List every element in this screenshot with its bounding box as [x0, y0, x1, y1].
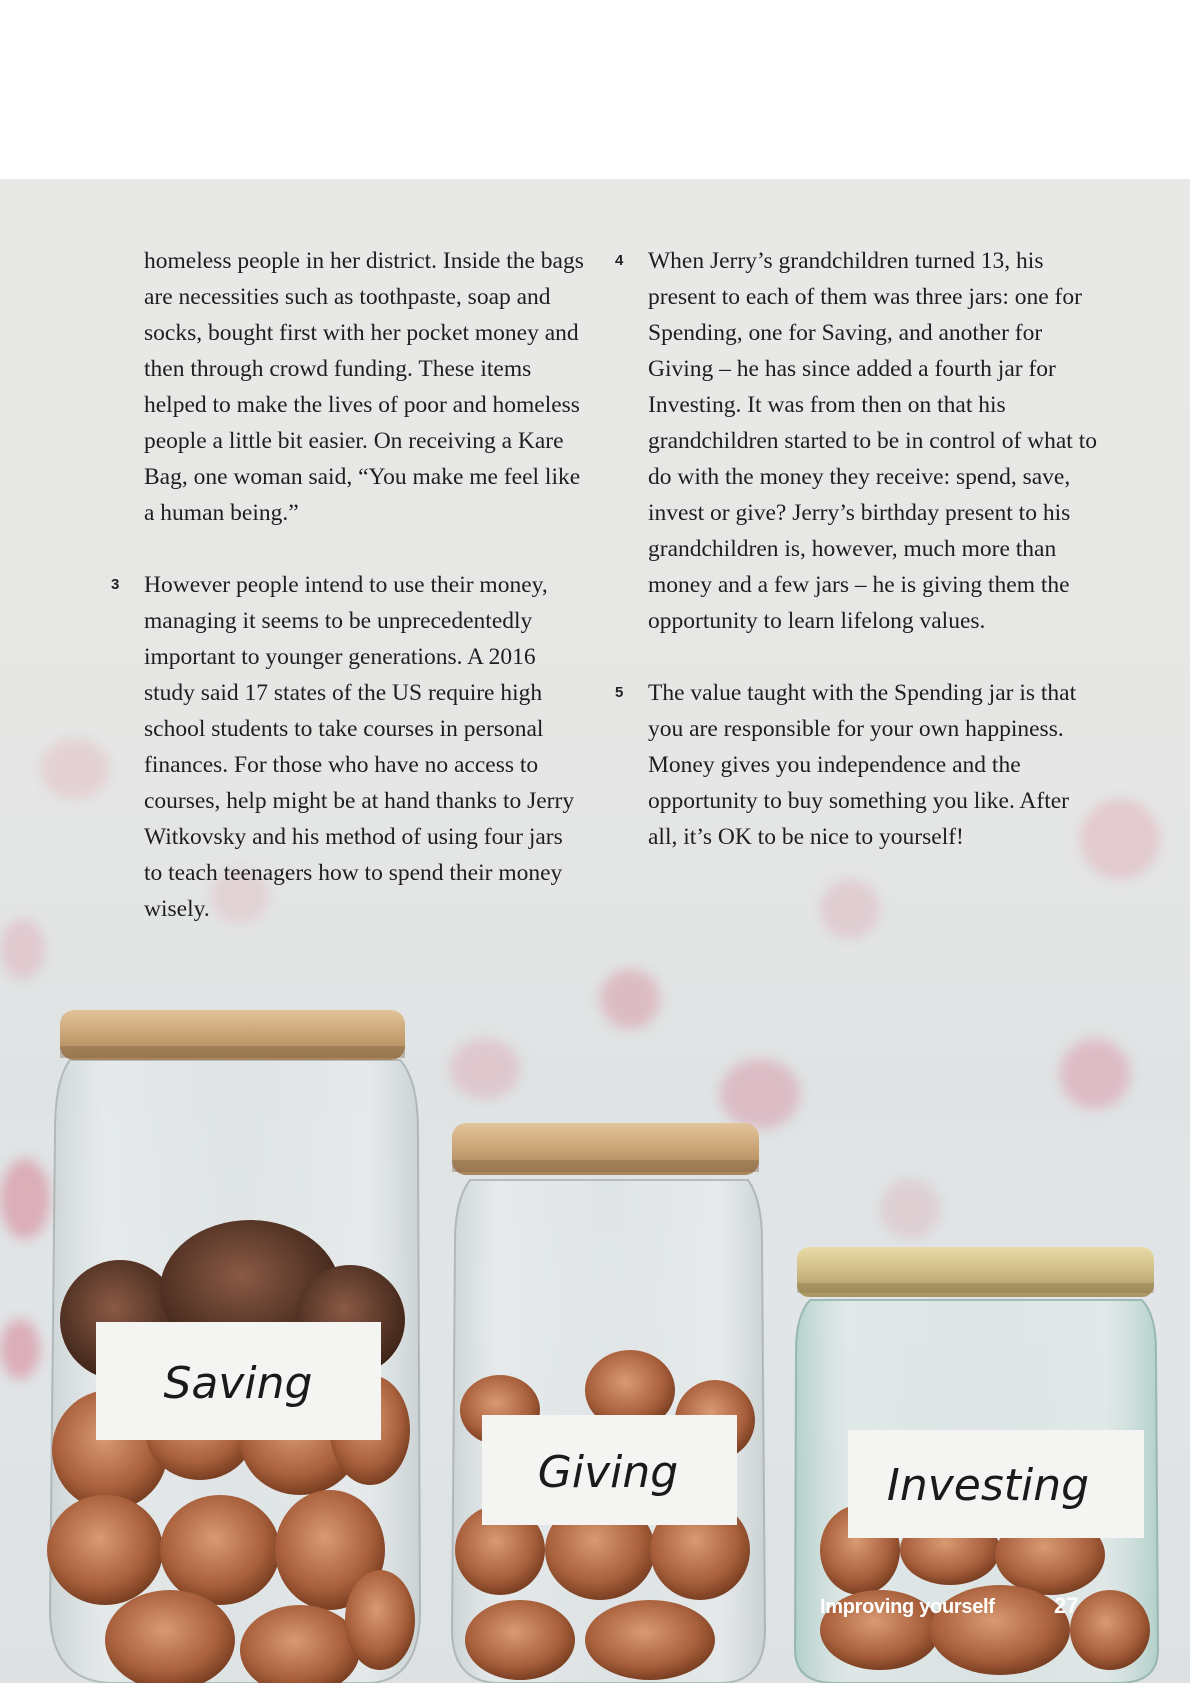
jars-photo	[0, 990, 1190, 1683]
footer-section-title: Improving yourself	[820, 1596, 995, 1618]
jar-label-investing: Investing	[886, 1460, 1090, 1511]
jar-label-saving: Saving	[163, 1358, 313, 1409]
paragraph-text: The value taught with the Spending jar is that you are responsible for your own happiness. Money gives you independence and the opportunity to buy something you like. After all, it’s OK to be nice to yourself!	[648, 680, 1077, 850]
paragraph-number: 4	[615, 252, 624, 269]
paragraph-continued: homeless people in her district. Inside the bags are necessities such as toothpaste, soap and socks, bought first with her pocket money and then through crowd funding. These items helped to make the lives of poor and homeless people a little bit easier. On receiving a Kare Bag, one woman said, “You make me feel like a human being.”	[144, 248, 584, 526]
left-column	[111, 243, 584, 963]
right-column	[615, 243, 1098, 891]
giving-jar	[452, 1123, 765, 1683]
paragraph-text: When Jerry’s grandchildren turned 13, his present to each of them was three jars: one for Spending, one for Saving, and another for Giving – he has since added a fourth jar for Investing. It was from then on that his grandchildren started to be in control of what to do with the money they receive: spend, save, invest or give? Jerry’s birthday present to his grandchildren is, however, much more than money and a few jars – he is giving them the opportunity to learn lifelong values.	[648, 248, 1097, 634]
paragraph-text: However people intend to use their money, managing it seems to be unprecedentedly important to younger generations. A 2016 study said 17 states of the US require high school students to take courses in personal finances. For those who have no access to courses, help might be at hand thanks to Jerry Witkovsky and his method of using four jars to teach teenagers how to spend their money wisely.	[144, 572, 575, 922]
paragraph-number: 3	[111, 576, 120, 593]
jar-label-giving: Giving	[537, 1447, 679, 1498]
paragraph-5	[615, 675, 1098, 855]
paragraph-4	[615, 243, 1098, 639]
paragraph-number: 5	[615, 684, 624, 701]
page-number: 27	[1054, 1593, 1079, 1618]
saving-jar	[47, 1010, 420, 1683]
paragraph-3	[111, 567, 584, 927]
